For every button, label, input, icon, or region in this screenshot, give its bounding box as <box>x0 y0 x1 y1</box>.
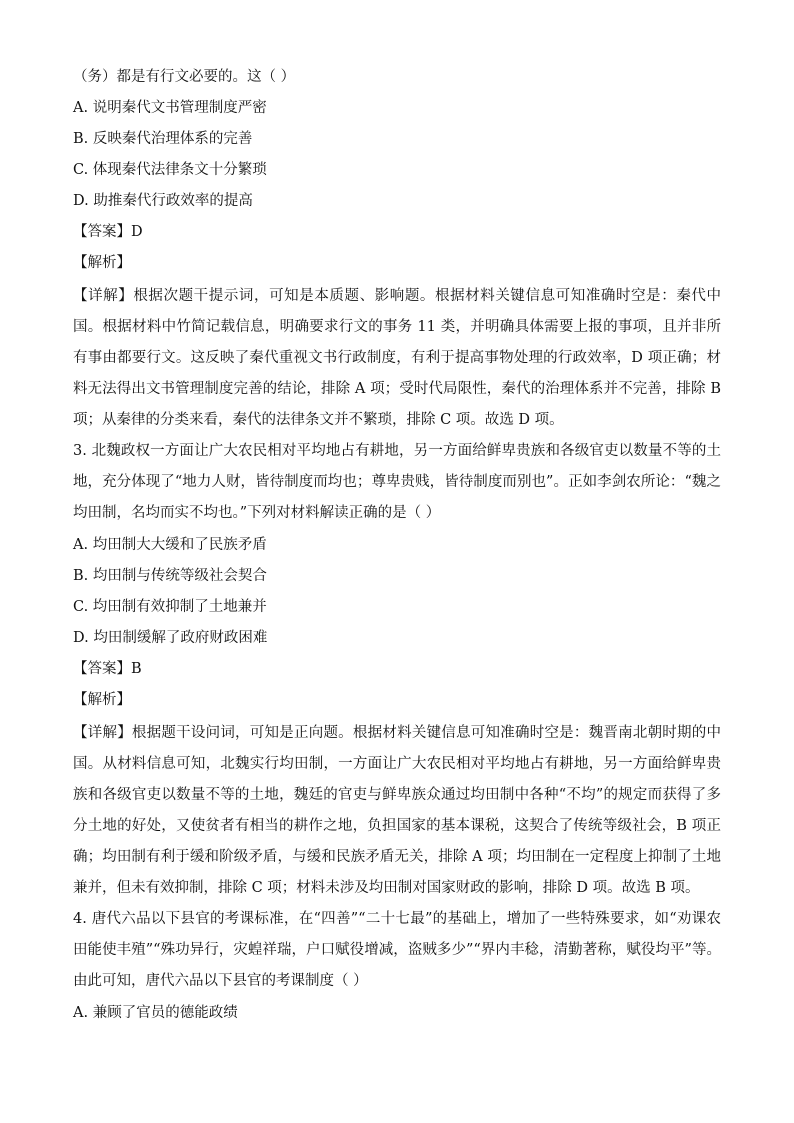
q2-option-d: D. 助推秦代行政效率的提高 <box>73 193 253 209</box>
q3-option-c: C. 均田制有效抑制了土地兼并 <box>73 599 267 615</box>
q2-analysis-label: 【解析】 <box>73 255 131 271</box>
q2-stem-tail: （务）都是有行文必要的。这（ ） <box>73 69 296 85</box>
q4-stem: 4. 唐代六品以下县官的考课标准，在“四善”“二十七最”的基础上，增加了一些特殊要求，如“劝课农田能使丰殖”“殊功异行，灾蝗祥瑞，户口赋役增减，盗贼多少”“界内丰稔，清勤著称，赋役均平”等。由此可知，唐代六品以下县官的考课制度（ ） <box>73 911 721 989</box>
q3-detail: 【详解】根据题干设问词，可知是正向题。根据材料关键信息可知准确时空是：魏晋南北朝时期的中国。从材料信息可知，北魏实行均田制，一方面让广大农民相对平均地占有耕地，另一方面给鲜卑贵族和各级官吏以数量不等的土地，魏廷的官吏与鲜卑族众通过均田制中各种“不均”的规定而获得了多分土地的好处，又使贫者有相当的耕作之地，负担国家的基本课税，这契合了传统等级社会，B 项正确；均田制有利于缓和阶级矛盾，与缓和民族矛盾无关，排除 A 项；均田制在一定程度上抑制了土地兼并，但未有效抑制，排除 C 项；材料未涉及均田制对国家财政的影响，排除 D 项。故选 B 项。 <box>73 725 721 896</box>
q3-analysis-label: 【解析】 <box>73 692 131 708</box>
q3-option-b: B. 均田制与传统等级社会契合 <box>73 568 267 584</box>
q3-option-a: A. 均田制大大缓和了民族矛盾 <box>73 537 267 553</box>
q3-answer: 【答案】B <box>73 661 142 677</box>
q2-answer: 【答案】D <box>73 224 143 240</box>
q2-option-b: B. 反映秦代治理体系的完善 <box>73 131 253 147</box>
q4-option-a: A. 兼顾了官员的德能政绩 <box>73 1005 238 1021</box>
q2-option-c: C. 体现秦代法律条文十分繁琐 <box>73 162 267 178</box>
q2-detail: 【详解】根据次题干提示词，可知是本质题、影响题。根据材料关键信息可知准确时空是：秦代中国。根据材料中竹简记载信息，明确要求行文的事务 11 类，并明确具体需要上报的事项，且并非所有事由都要行文。这反映了秦代重视文书行政制度，有利于提高事物处理的行政效率，D 项正确；材料无法得出文书管理制度完善的结论，排除 A 项；受时代局限性，秦代的治理体系并不完善，排除 B 项；从秦律的分类来看，秦代的法律条文并不繁琐，排除 C 项。故选 D 项。 <box>73 288 721 428</box>
q3-stem: 3. 北魏政权一方面让广大农民相对平均地占有耕地，另一方面给鲜卑贵族和各级官吏以数量不等的土地，充分体现了“地力人财，皆待制度而均也；尊卑贵贱，皆待制度而别也”。正如李剑农所论：“魏之均田制，名均而实不均也。”下列对材料解读正确的是（ ） <box>73 443 721 521</box>
q2-option-a: A. 说明秦代文书管理制度严密 <box>73 100 267 116</box>
q3-option-d: D. 均田制缓解了政府财政困难 <box>73 630 268 646</box>
